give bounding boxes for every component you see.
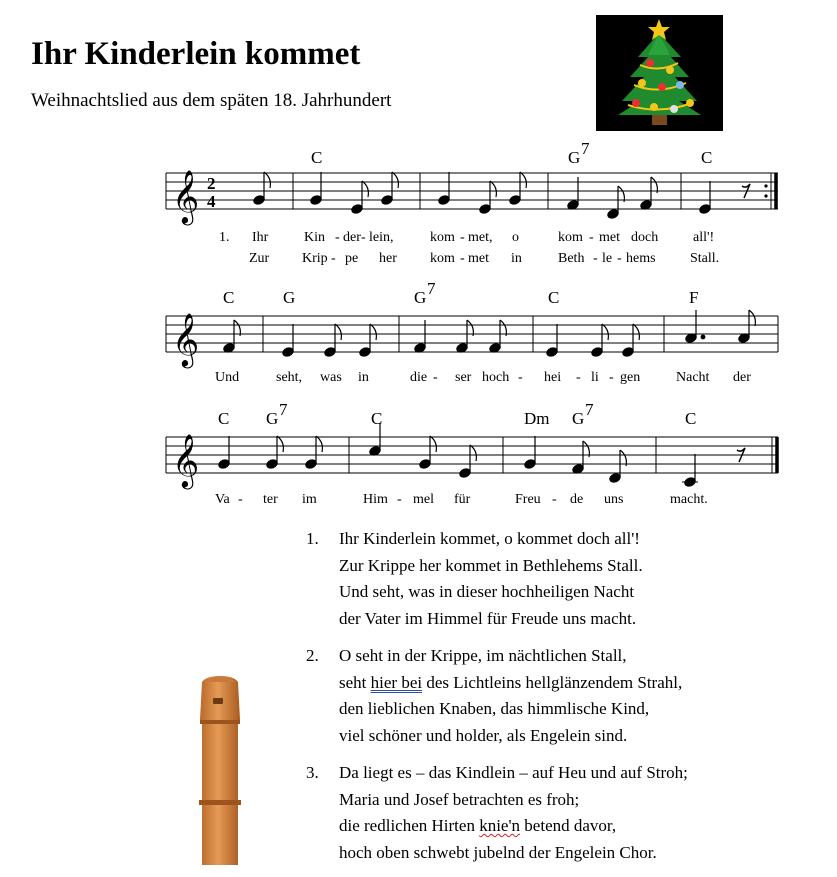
- svg-text:G: G: [568, 148, 581, 167]
- svg-text:Ihr: Ihr: [252, 230, 269, 245]
- svg-text:was: was: [320, 370, 342, 385]
- svg-text:-: -: [331, 251, 336, 266]
- svg-text:her: her: [379, 251, 397, 266]
- svg-text:hei: hei: [544, 370, 562, 385]
- svg-text:ser: ser: [455, 370, 472, 385]
- svg-text:-: -: [589, 230, 594, 245]
- svg-text:C: C: [685, 409, 697, 428]
- verse-line: Zur Krippe her kommet in Bethlehems Stall.: [339, 555, 643, 575]
- verse-line: viel schöner und holder, als Engelein sind.: [339, 725, 628, 745]
- lyrics-system-3: [215, 492, 708, 507]
- svg-text:-: -: [397, 492, 402, 507]
- svg-text:C: C: [311, 148, 323, 167]
- svg-text:für: für: [454, 492, 471, 507]
- svg-text:in: in: [358, 370, 369, 385]
- svg-text:der: der: [343, 230, 361, 245]
- svg-text:G: G: [266, 409, 279, 428]
- svg-text:Va: Va: [215, 492, 230, 507]
- svg-text:C: C: [548, 288, 560, 307]
- svg-text:Dm: Dm: [524, 409, 550, 428]
- svg-text:le: le: [602, 251, 613, 266]
- verse-line: Da liegt es – das Kindlein – auf Heu und auf Stroh;: [339, 763, 688, 782]
- verse-1: [306, 526, 826, 632]
- svg-text:met,: met,: [468, 230, 493, 245]
- svg-text:-: -: [361, 230, 366, 245]
- svg-text:-: -: [609, 370, 614, 385]
- svg-text:li: li: [591, 370, 599, 385]
- verse-line: O seht in der Krippe, im nächtlichen Stall,: [339, 646, 627, 665]
- svg-text:Krip: Krip: [302, 251, 328, 266]
- svg-text:kom: kom: [558, 230, 583, 245]
- svg-text:-: -: [460, 251, 465, 266]
- svg-text:hems: hems: [626, 251, 656, 266]
- svg-text:C: C: [218, 409, 230, 428]
- svg-text:Nacht: Nacht: [676, 370, 710, 385]
- svg-text:de: de: [570, 492, 584, 507]
- svg-text:o: o: [512, 230, 519, 245]
- notes-system-1: [253, 172, 750, 220]
- svg-text:uns: uns: [604, 492, 624, 507]
- staff-system-3: [166, 437, 778, 473]
- svg-text:Him: Him: [363, 492, 388, 507]
- svg-text:7: 7: [585, 400, 594, 419]
- svg-text:Und: Und: [215, 370, 240, 385]
- verse-line: Maria und Josef betrachten es froh;: [339, 789, 580, 809]
- lyrics-system-1: [219, 230, 719, 266]
- svg-text:-: -: [238, 492, 243, 507]
- svg-text:mel: mel: [413, 492, 434, 507]
- verse-number: 2.: [306, 646, 319, 665]
- verse-2: [306, 643, 826, 749]
- svg-text:kom: kom: [430, 251, 455, 266]
- svg-text:hoch: hoch: [482, 370, 510, 385]
- spelling-mark[interactable]: knie'n: [479, 816, 521, 835]
- treble-clef-icon: 𝄞: [172, 169, 200, 223]
- svg-text:ter: ter: [263, 492, 278, 507]
- svg-text:met: met: [599, 230, 620, 245]
- svg-text:-: -: [433, 370, 438, 385]
- svg-text:Kin: Kin: [304, 230, 325, 245]
- svg-text:C: C: [371, 409, 383, 428]
- svg-text:seht,: seht,: [276, 370, 303, 385]
- svg-text:F: F: [689, 288, 699, 307]
- chords-system-1: [311, 139, 712, 167]
- verse-line: die redlichen Hirten knie'n betend davor,: [339, 816, 617, 835]
- treble-clef-icon: 𝄞: [172, 312, 200, 366]
- time-sig-bottom: 4: [207, 192, 216, 211]
- verse-line: Ihr Kinderlein kommet, o kommet doch all'!: [339, 529, 640, 548]
- svg-text:-: -: [576, 370, 581, 385]
- chords-system-3: [218, 400, 696, 428]
- svg-text:met: met: [468, 251, 489, 266]
- svg-text:C: C: [223, 288, 235, 307]
- svg-text:lein,: lein,: [369, 230, 394, 245]
- grammar-mark[interactable]: hier bei: [370, 672, 423, 692]
- svg-text:Freu: Freu: [515, 492, 541, 507]
- svg-text:Zur: Zur: [249, 251, 270, 266]
- svg-text:C: C: [701, 148, 713, 167]
- svg-text:G: G: [283, 288, 296, 307]
- verse-line: der Vater im Himmel für Freude uns macht.: [339, 608, 637, 628]
- svg-text:im: im: [302, 492, 317, 507]
- svg-text:Beth: Beth: [558, 251, 585, 266]
- chords-system-2: [223, 279, 698, 307]
- verse-line: Und seht, was in dieser hochheiligen Nacht: [339, 582, 635, 601]
- svg-text:-: -: [593, 251, 598, 266]
- verse-line: den lieblichen Knaben, das himmlische Kind,: [339, 699, 650, 718]
- svg-text:7: 7: [279, 400, 288, 419]
- svg-text:-: -: [460, 230, 465, 245]
- svg-text:G: G: [414, 288, 427, 307]
- svg-text:der: der: [733, 370, 751, 385]
- svg-text:-: -: [518, 370, 523, 385]
- svg-text:7: 7: [427, 279, 436, 298]
- svg-text:-: -: [617, 251, 622, 266]
- verse-number: 1.: [219, 230, 230, 245]
- staff-system-2: [166, 316, 778, 352]
- page-subtitle: Weihnachtslied aus dem späten 18. Jahrhundert: [31, 90, 392, 111]
- treble-clef-icon: 𝄞: [172, 433, 200, 487]
- svg-text:all'!: all'!: [693, 230, 715, 245]
- svg-text:7: 7: [581, 139, 590, 158]
- svg-text:die: die: [410, 370, 428, 385]
- page-title: Ihr Kinderlein kommet: [31, 36, 361, 72]
- verse-3: [306, 760, 826, 866]
- svg-text:doch: doch: [631, 230, 659, 245]
- svg-text:kom: kom: [430, 230, 455, 245]
- verse-line: seht hier bei des Lichtleins hellglänzendem Strahl,: [339, 672, 683, 692]
- verse-number: 3.: [306, 763, 319, 782]
- verse-line: hoch oben schwebt jubelnd der Engelein Chor.: [339, 842, 657, 862]
- svg-text:Stall.: Stall.: [690, 251, 720, 266]
- svg-text:pe: pe: [345, 251, 359, 266]
- svg-text:macht.: macht.: [670, 492, 708, 507]
- svg-text:in: in: [511, 251, 522, 266]
- svg-text:G: G: [572, 409, 585, 428]
- recorder-flute-image: [180, 660, 260, 865]
- verse-number: 1.: [306, 529, 319, 548]
- lyrics-system-2: [215, 370, 751, 385]
- svg-text:gen: gen: [620, 370, 641, 385]
- svg-text:-: -: [552, 492, 557, 507]
- time-sig-top: 2: [207, 174, 216, 193]
- verse-list: [306, 526, 826, 877]
- svg-text:-: -: [335, 230, 340, 245]
